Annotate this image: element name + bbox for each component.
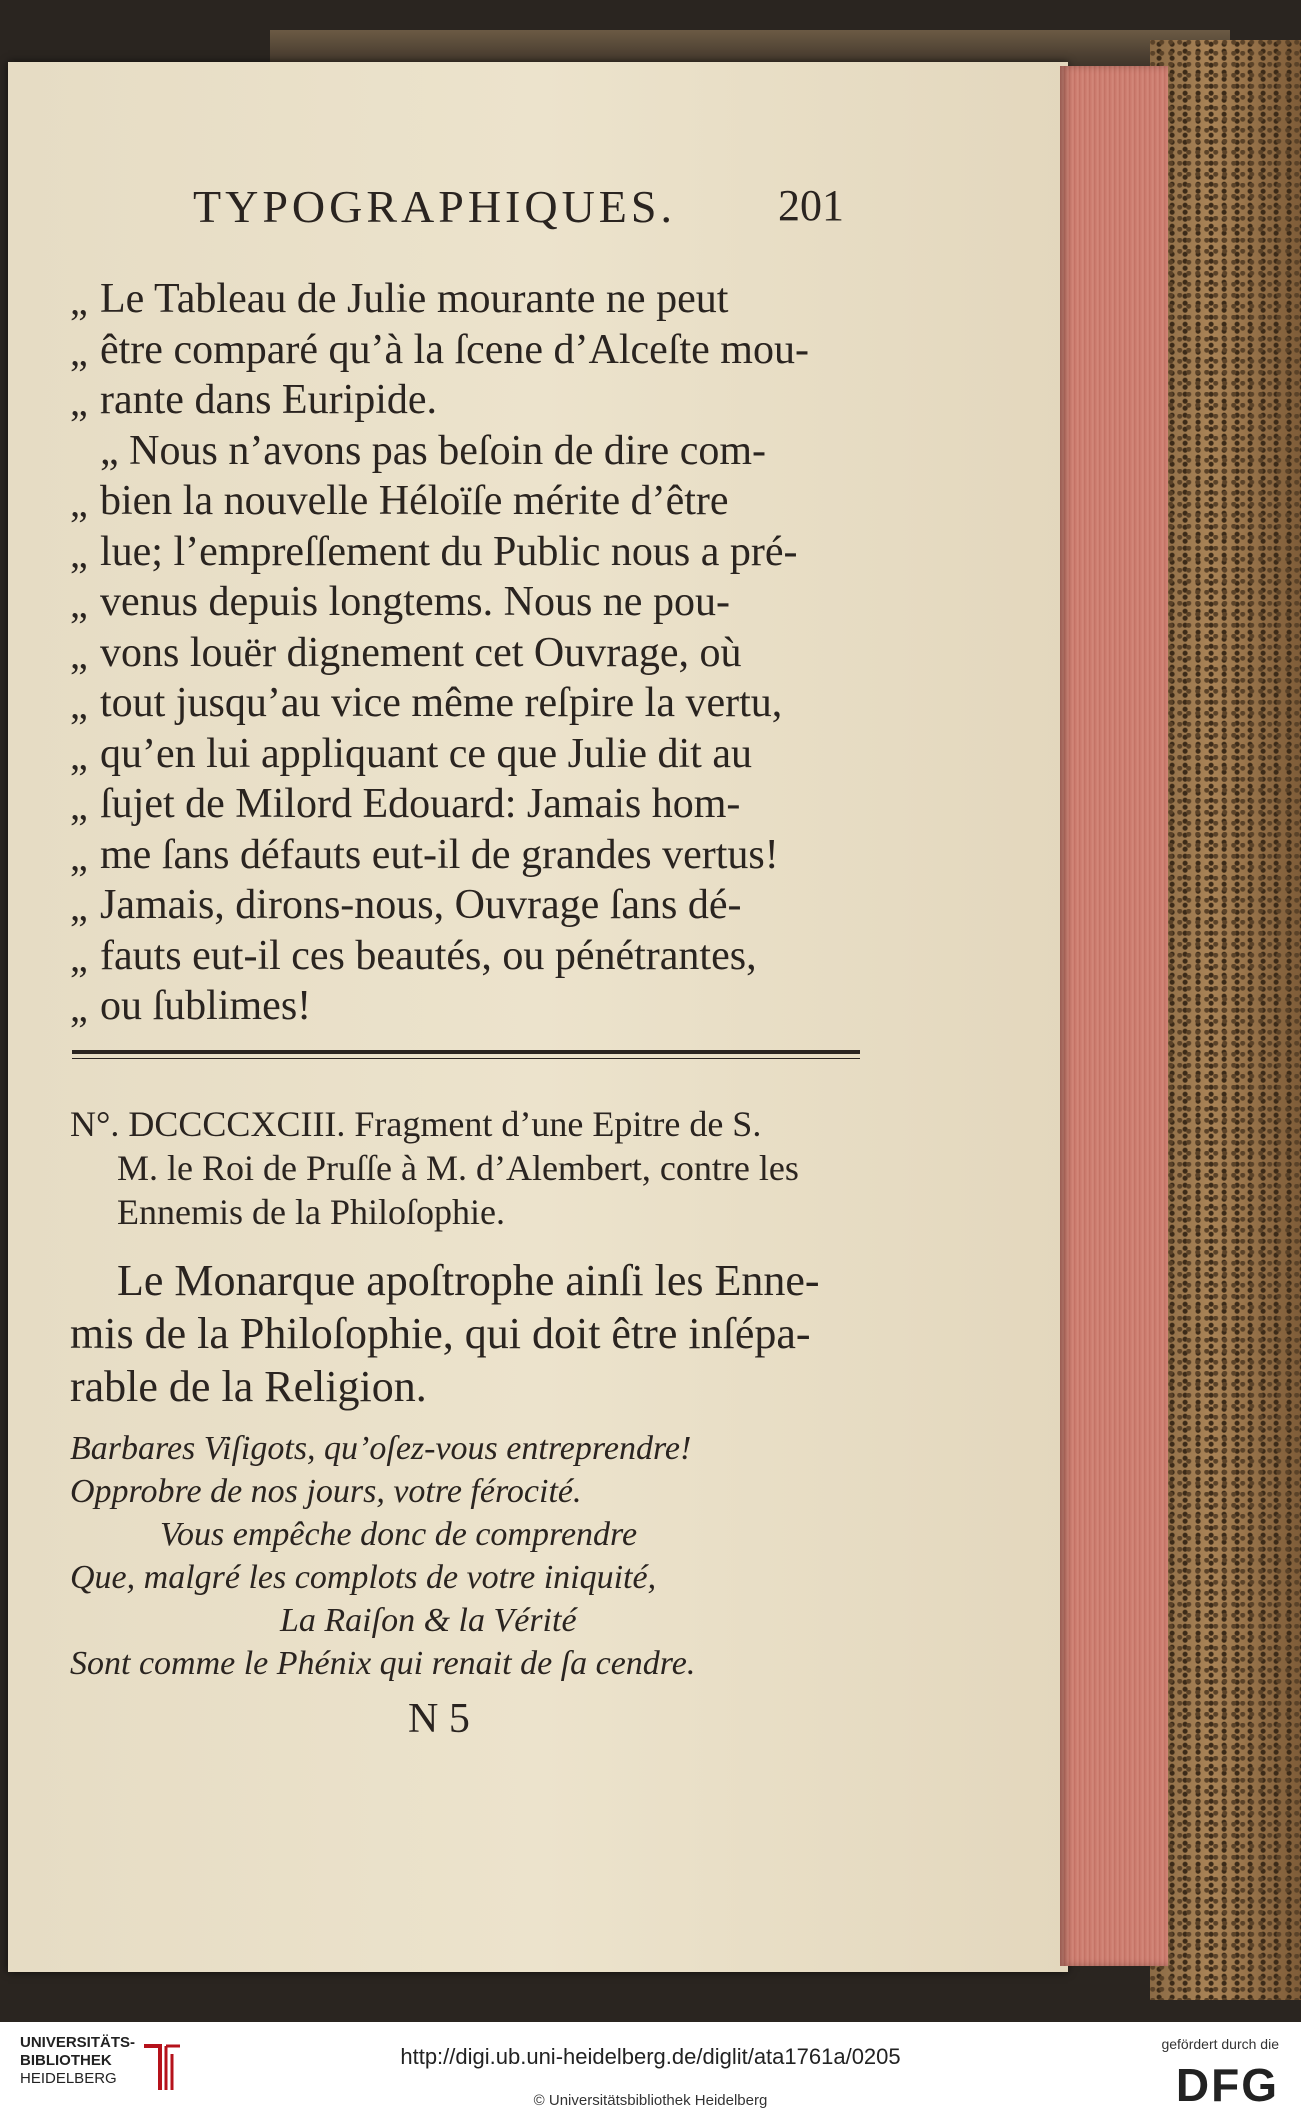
funded-by-label: gefördert durch die <box>1161 2036 1279 2052</box>
quote-line: lue; l’empreſſement du Public nous a pré- <box>100 528 798 575</box>
quote-mark: „ <box>70 328 88 374</box>
quote-mark: „ <box>70 732 88 778</box>
quote-mark: „ <box>70 934 88 980</box>
quote-line: venus depuis longtems. Nous ne pou- <box>100 579 730 625</box>
library-name-2: BIBLIOTHEK <box>20 2052 112 2069</box>
body-line: mis de la Philoſophie, qui doit être inſépa- <box>70 1309 811 1358</box>
quote-line: me ſans défauts eut-il de grandes vertus! <box>100 831 779 878</box>
quote-line: „ Nous n’avons pas beſoin de dire com- <box>100 427 766 474</box>
quote-line: qu’en lui appliquant ce que Julie dit au <box>100 730 752 777</box>
body-line: rable de la Religion. <box>70 1362 427 1411</box>
body-line: Le Monarque apoſtrophe ainſi les Enne- <box>117 1256 820 1305</box>
quote-line: Jamais, dirons-nous, Ouvrage ſans dé- <box>100 882 742 928</box>
quote-line: ſujet de Milord Edouard: Jamais hom- <box>100 781 741 827</box>
quote-mark: „ <box>70 530 88 576</box>
signature-mark: N 5 <box>408 1696 470 1742</box>
entry-line: N°. DCCCCXCIII. Fragment d’une Epitre de S. <box>70 1104 762 1144</box>
entry-line: Ennemis de la Philoſophie. <box>117 1192 505 1232</box>
verse-line: Barbares Viſigots, qu’oſez-vous entreprendre! <box>70 1430 692 1467</box>
quote-mark: „ <box>70 480 88 525</box>
section-rule-thin <box>72 1058 860 1059</box>
quote-mark: „ <box>70 631 88 677</box>
section-rule <box>72 1050 860 1054</box>
quote-line: vons louër dignement cet Ouvrage, où <box>100 629 742 676</box>
quote-mark: „ <box>70 278 88 323</box>
quote-line: être comparé qu’à la ſcene d’Alceſte mou- <box>100 326 809 373</box>
quote-mark: „ <box>70 985 88 1030</box>
red-page-edges <box>1060 66 1168 1966</box>
verse-line: La Raiſon & la Vérité <box>280 1602 577 1639</box>
quote-mark: „ <box>70 581 88 626</box>
marbled-cover <box>1150 40 1301 2000</box>
footer-bar <box>0 2022 1301 2122</box>
quote-line: rante dans Euripide. <box>100 377 438 423</box>
quote-mark: „ <box>70 682 88 727</box>
verse-line: Vous empêche donc de comprendre <box>160 1516 638 1553</box>
quote-line: bien la nouvelle Héloïſe mérite d’être <box>100 478 729 524</box>
library-name-1: UNIVERSITÄTS- <box>20 2034 136 2051</box>
verse-line: Que, malgré les complots de votre iniquité, <box>70 1559 657 1596</box>
copyright: © Universitätsbibliothek Heidelberg <box>533 2092 768 2109</box>
quote-line: fauts eut-il ces beautés, ou pénétrantes, <box>100 932 757 979</box>
permalink[interactable]: http://digi.ub.uni-heidelberg.de/diglit/ata1761a/0205 <box>400 2044 901 2069</box>
verse-line: Opprobre de nos jours, votre férocité. <box>70 1473 582 1510</box>
page-number: 201 <box>778 181 844 230</box>
quote-mark: „ <box>70 833 88 879</box>
dfg-logo: DFG <box>1175 2059 1279 2111</box>
library-name-3: HEIDELBERG <box>20 2070 117 2087</box>
verse-line: Sont comme le Phénix qui renait de ſa cendre. <box>70 1645 696 1682</box>
quote-line: tout jusqu’au vice même reſpire la vertu, <box>100 680 783 726</box>
quote-mark: „ <box>70 884 88 929</box>
running-head: TYPOGRAPHIQUES. <box>193 181 676 232</box>
entry-line: M. le Roi de Pruſſe à M. d’Alembert, contre les <box>117 1148 799 1188</box>
quote-mark: „ <box>70 783 88 828</box>
quote-line: Le Tableau de Julie mourante ne peut <box>100 276 729 322</box>
quote-line: ou ſublimes! <box>100 983 312 1029</box>
quote-mark: „ <box>70 379 88 424</box>
